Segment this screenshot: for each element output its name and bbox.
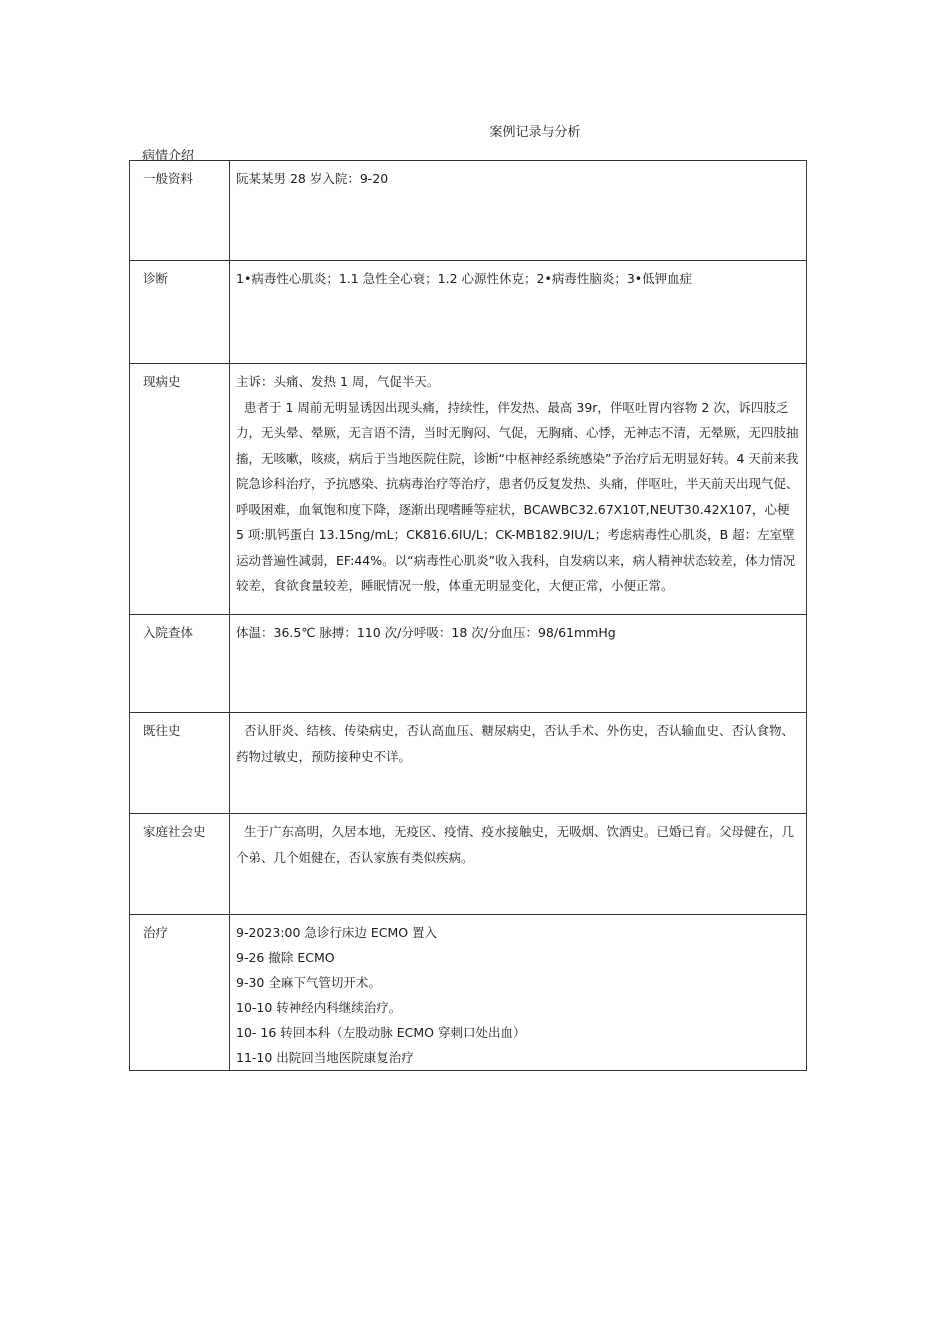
label-general: 一般资料	[130, 161, 230, 261]
table-row-history	[130, 364, 807, 615]
label-past: 既往史	[130, 713, 230, 814]
value-past	[230, 713, 807, 814]
label-diagnosis: 诊断	[130, 261, 230, 364]
treatment-item: 9-26 撤除 ECMO	[236, 950, 335, 965]
page-title: 案例记录与分析	[489, 125, 581, 140]
value-exam: 体温：36.5℃ 脉搏：110 次/分呼吸：18 次/分血压：98/61mmHg	[230, 615, 807, 713]
value-history	[230, 364, 807, 615]
table-row-general	[130, 161, 807, 261]
label-treatment: 治疗	[130, 915, 230, 1071]
value-treatment	[230, 915, 807, 1071]
table-row-diagnosis	[130, 261, 807, 364]
treatment-item: 10- 16 转回本科（左股动脉 ECMO 穿刺口处出血）	[236, 1025, 526, 1040]
section-heading: 病情介绍	[142, 149, 195, 164]
table-row-treatment	[130, 915, 807, 1071]
value-family	[230, 814, 807, 915]
family-history-text: 生于广东高明，久居本地，无疫区、疫情、疫水接触史，无吸烟、饮酒史。已婚已育。父母健在，几个弟、几个姐健在，否认家族有类似疾病。	[236, 824, 795, 865]
treatment-item: 11-10 出院回当地医院康复治疗	[236, 1050, 414, 1065]
past-history-text: 否认肝炎、结核、传染病史，否认高血压、糖尿病史，否认手术、外伤史，否认输血史、否认食物、药物过敏史，预防接种史不详。	[236, 723, 795, 764]
table-row-exam	[130, 615, 807, 713]
treatment-item: 9-2023:00 急诊行床边 ECMO 置入	[236, 925, 438, 940]
table-row-family	[130, 814, 807, 915]
case-record-table	[129, 160, 807, 1071]
value-diagnosis: 1•病毒性心肌炎；1.1 急性全心衰；1.2 心源性休克；2•病毒性脑炎；3•低钾血症	[230, 261, 807, 364]
history-body: 患者于 1 周前无明显诱因出现头痛，持续性，伴发热、最高 39r，伴呕吐胃内容物 2 次，诉四肢乏力，无头晕、晕厥，无言语不清，当时无胸闷、气促，无胸痛、心悸，无神志不清，无晕厥，无四肢抽搐，无咳嗽，咳痰，病后于当地医院住院，诊断“中枢神经系统感染”予治疗后无明显好转。4 天前来我院急诊科治疗，予抗感染、抗病毒治疗等治疗，患者仍反复发热、头痛，伴呕吐，半天前天出现气促、呼吸困难，血氧饱和度下降，逐渐出现嗜睡等症状，BCAWBC32.67X10T,NEUT30.42X107，心梗 5 项:肌钙蛋白 13.15ng/mL；CK816.6IU/L；CK-MB182.9IU/L；考虑病毒性心肌炎，B 超：左室壁运动普遍性减弱，EF:44%。以“病毒性心肌炎”收入我科，自发病以来，病人精神状态较差，体力情况较差，食欲食量较差，睡眠情况一般，体重无明显变化，大便正常，小便正常。	[236, 399, 799, 593]
value-general: 阮某某男 28 岁入院：9-20	[230, 161, 807, 261]
label-history: 现病史	[130, 364, 230, 615]
label-family: 家庭社会史	[130, 814, 230, 915]
treatment-item: 10-10 转神经内科继续治疗。	[236, 1000, 402, 1015]
table-row-past	[130, 713, 807, 814]
treatment-item: 9-30 全麻下气管切开术。	[236, 975, 381, 990]
label-exam: 入院查体	[130, 615, 230, 713]
chief-complaint: 主诉：头痛、发热 1 周，气促半天。	[236, 374, 440, 389]
